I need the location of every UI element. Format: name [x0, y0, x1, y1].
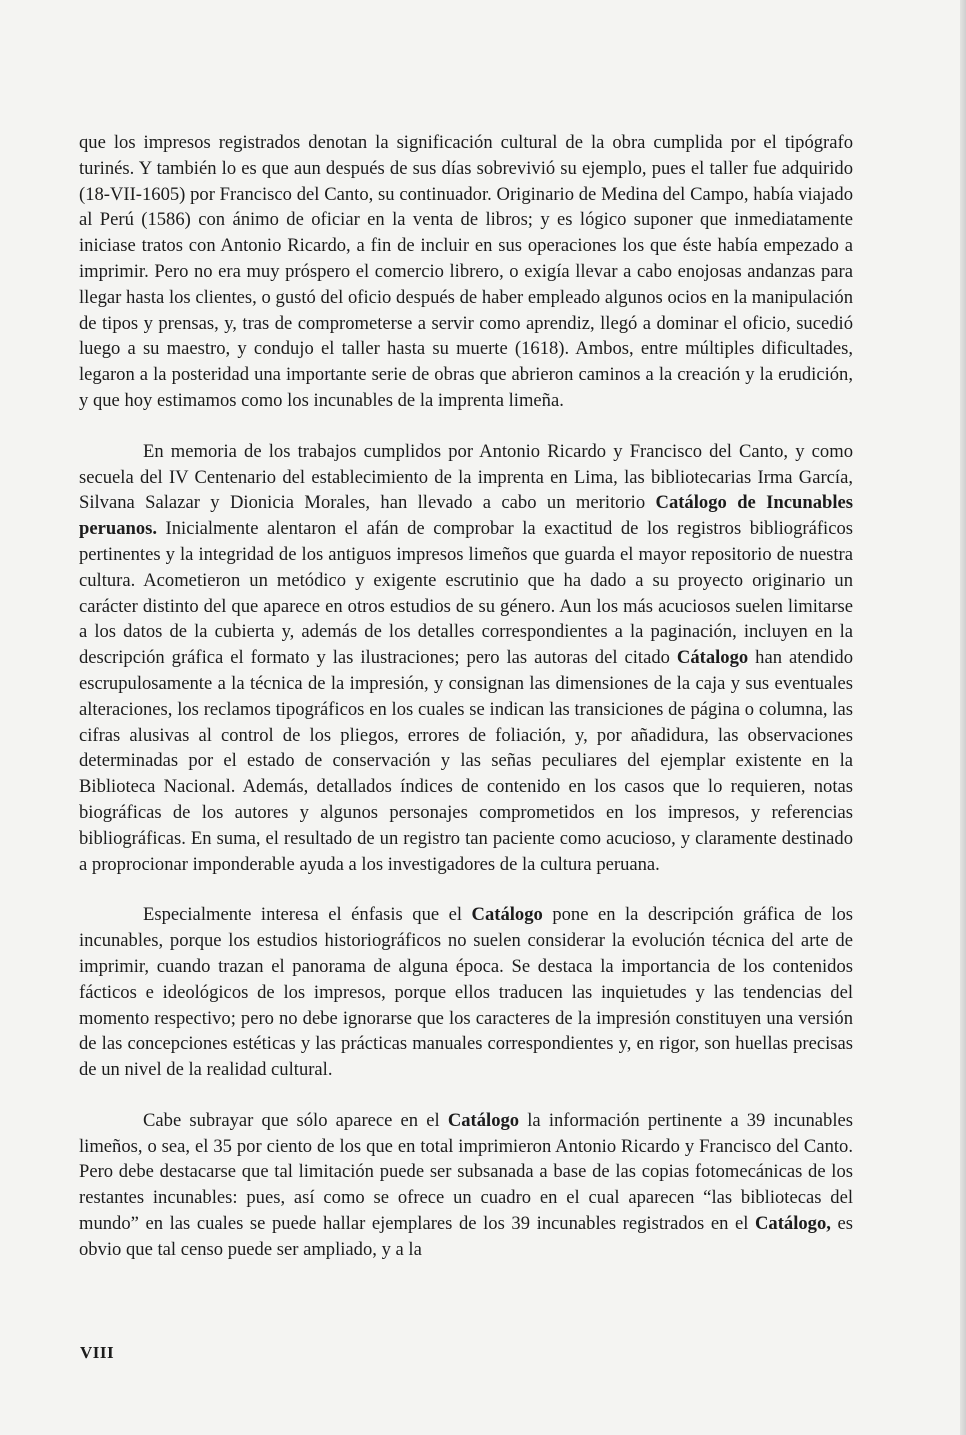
text-run: han atendido escrupulosamente a la técnica de la impresión, y consignan las dimensiones de la caja y sus eventuales alteraciones, los reclamos tipográficos en los cuales se indican las transiciones de página o columna, las cifras alusivas al control de los pliegos, errores de foliación, y, por añadidura, las observaciones determinadas por el estado de conservación y las señas peculiares del ejemplar existente en la Biblioteca Nacional. Además, detallados índices de contenido en los casos que lo requieren, notas biográficas de los autores y algunos personajes comprometidos en los impresos, y referencias bibliográficas. En suma, el resultado de un registro tan paciente como acucioso, y claramente destinado a proprocionar imponderable ayuda a los investigadores de la cultura peruana.: [79, 647, 854, 875]
bold-text-run: Catálogo: [471, 904, 543, 926]
bold-text-run: Cátalogo: [676, 647, 749, 669]
bold-text-run: Catálogo,: [755, 1213, 831, 1235]
text-run: que los impresos registrados denotan la significación cultural de la obra cumplida por el tipógrafo turinés. Y también lo es que aun después de sus días sobrevivió su ejemplo, pues el taller fue adquirido (18-VII-1605) por Francisco del Canto, su continuador. Originario de Medina del Campo, había viajado al Perú (1586) con ánimo de oficiar en la venta de libros; y es lógico suponer que inmediatamente iniciase tratos con Antonio Ricardo, a fin de incluir en sus operaciones los que éste había empezado a imprimir. Pero no era muy próspero el comercio librero, o exigía llevar a cabo enojosas andanzas para llegar hasta los clientes, o gustó del oficio después de haber empleado algunos ocios en la manipulación de tipos y prensas, y, tras de comprometerse a servir como aprendiz, llegó a dominar el oficio, sucedió luego a su maestro, y condujo el taller hasta su muerte (1618). Ambos, entre múltiples dificultades, legaron a la posteridad una importante serie de obras que abrieron caminos a la creación y la erudición, y que hoy estimamos como los incunables de la imprenta limeña.: [79, 132, 853, 411]
page-number: VIII: [80, 1343, 115, 1362]
paragraph-3: [79, 902, 853, 1083]
text-run: Especialmente interesa el énfasis que el: [143, 904, 472, 926]
text-run: Inicialmente alentaron el afán de comprobar la exactitud de los registros bibliográficos pertinentes y la integridad de los antiguos impresos limeños que guarda el mayor repositorio de nuestra cultura. Acometieron un metódico y exigente escrutinio que ha dado a su proyecto originario un carácter distinto del que aparece en otros estudios de su género. Aun los más acuciosos suelen limitarse a los datos de la cubierta y, además de los detalles correspondientes a la paginación, incluyen en la descripción gráfica el formato y las ilustraciones; pero las autoras del citado: [79, 518, 853, 669]
paragraph-4: [79, 1108, 853, 1263]
bold-text-run: Catálogo: [447, 1109, 520, 1131]
paragraph-2: [79, 439, 853, 878]
body-text: [79, 130, 853, 1263]
text-run: En memoria de los trabajos cumplidos por Antonio Ricardo y Francisco del Canto, y como secuela del IV Centenario del establecimiento de la imprenta en Lima, las bibliotecarias Irma García, Silvana Salazar y Dionicia Morales, han llevado a cabo un meritorio: [79, 440, 853, 514]
paragraph-1: [79, 130, 853, 414]
bold-text-run: Catálogo de Incunables peruanos.: [79, 492, 853, 540]
text-run: es obvio que tal censo puede ser ampliado, y a la: [79, 1213, 853, 1260]
text-run: pone en la descripción gráfica de los incunables, porque los estudios historiográficos no suelen considerar la evolución técnica del arte de imprimir, cuando trazan el panorama de alguna época. Se destaca la importancia de los contenidos fácticos e ideológicos de los impresos, porque ellos traducen las inquietudes y las tendencias del momento respectivo; pero no debe ignorarse que los caracteres de la impresión constituyen una versión de las concepciones estéticas y las prácticas manuales correspondientes y, en rigor, son huellas precisas de un nivel de la realidad cultural.: [79, 904, 853, 1081]
text-run: Cabe subrayar que sólo aparece en el: [143, 1109, 448, 1131]
text-run: la información pertinente a 39 incunables limeños, o sea, el 35 por ciento de los que en total imprimieron Antonio Ricardo y Francisco del Canto. Pero debe destacarse que tal limitación puede ser subsanada a base de las copias fotomecánicas de los restantes incunables: pues, así como se ofrece un cuadro en el cual aparecen “las bibliotecas del mundo” en las cuales se puede hallar ejemplares de los 39 incunables registrados en el: [79, 1109, 853, 1235]
